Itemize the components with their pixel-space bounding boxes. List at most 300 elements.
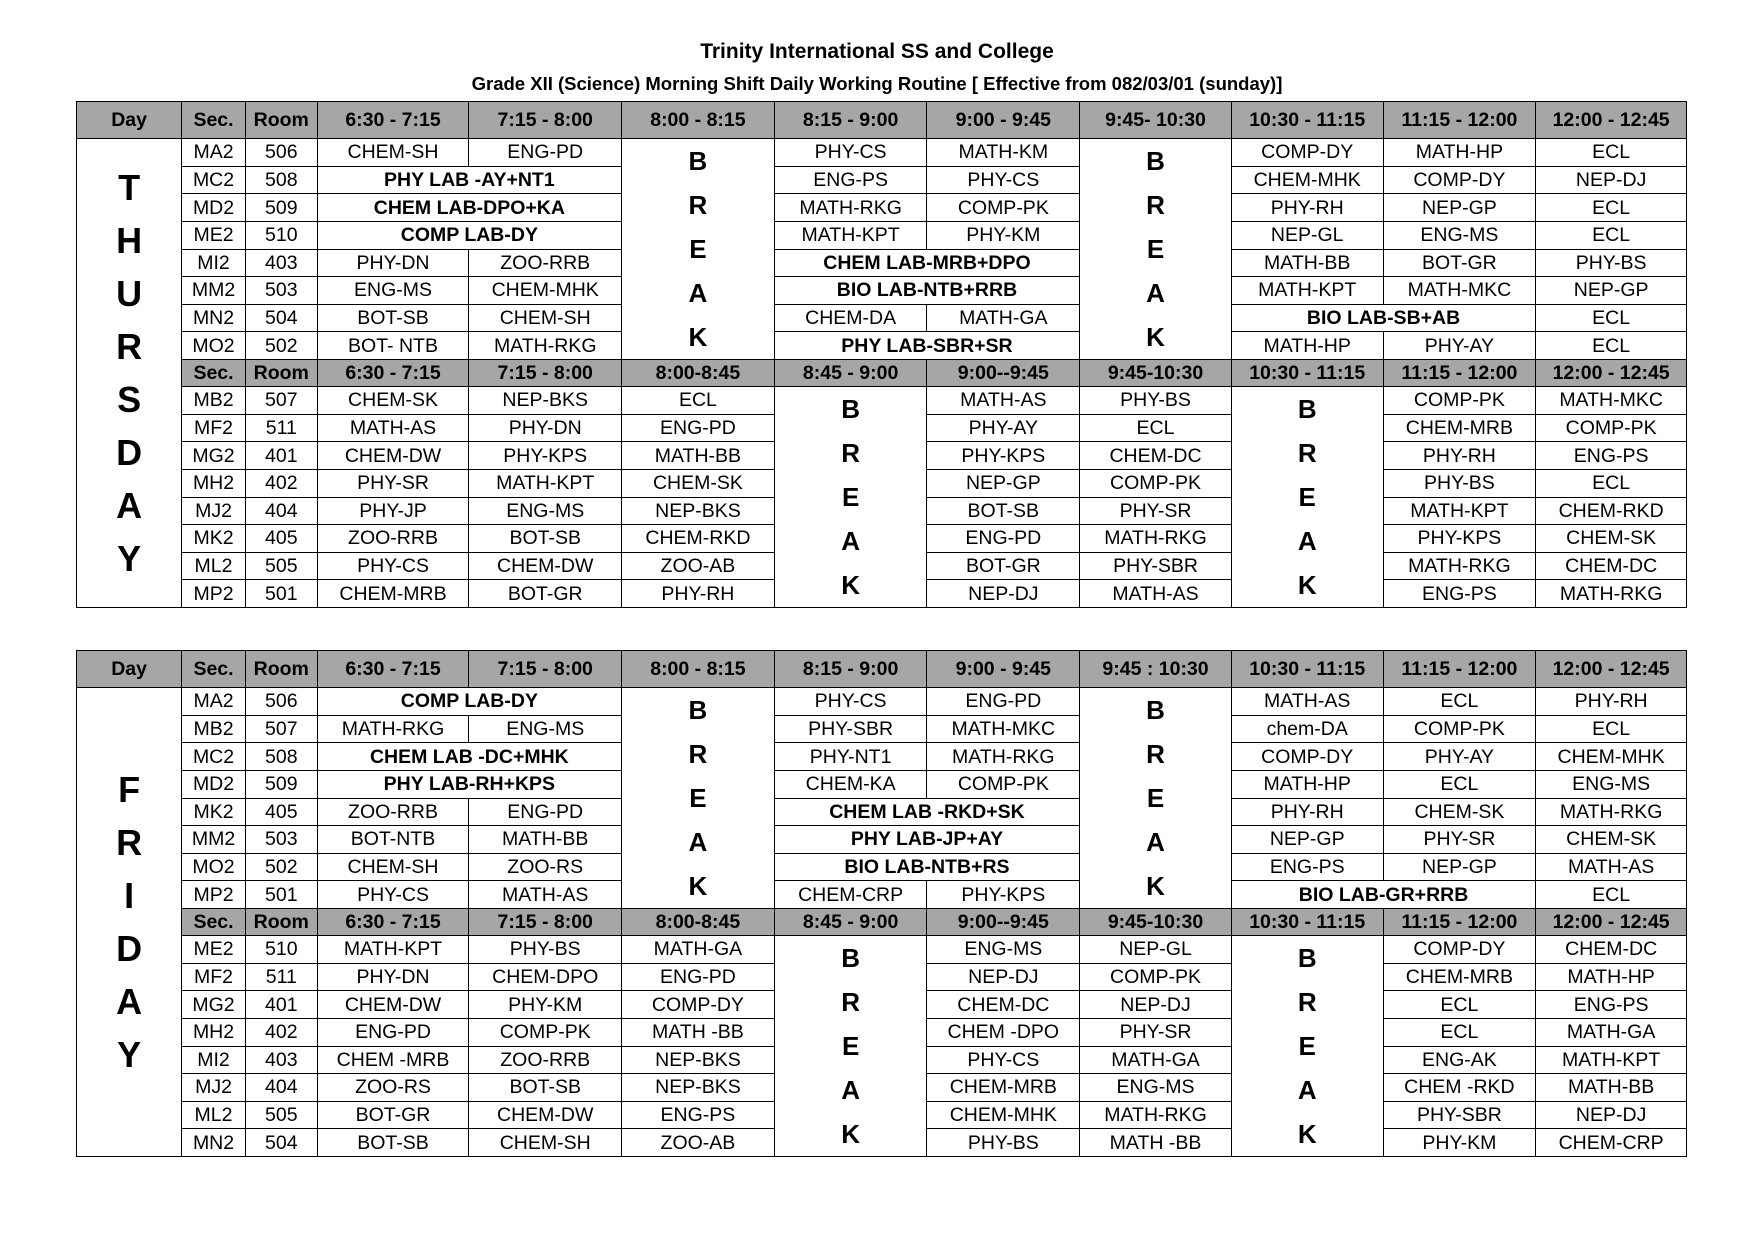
column-header: 12:00 - 12:45	[1536, 360, 1687, 387]
section-cell: MP2	[182, 881, 246, 909]
day-letter: A	[116, 981, 143, 1022]
room-cell: 403	[245, 249, 317, 277]
lab-cell: BIO LAB-NTB+RS	[774, 853, 1079, 881]
break-letter: R	[841, 438, 860, 468]
period-cell: BOT-SB	[927, 497, 1080, 525]
column-header: 8:00-8:45	[622, 909, 775, 936]
period-cell: ENG-PD	[469, 139, 622, 167]
section-cell: MJ2	[182, 1074, 246, 1102]
lab-cell: BIO LAB-NTB+RRB	[774, 277, 1079, 305]
section-cell: MP2	[182, 580, 246, 608]
section-cell: MM2	[182, 826, 246, 854]
period-cell: CHEM-KA	[774, 770, 927, 798]
period-cell: CHEM -RKD	[1383, 1074, 1536, 1102]
period-cell: CHEM-DW	[317, 991, 469, 1019]
period-cell: ECL	[1536, 304, 1687, 332]
column-header: 9:45-10:30	[1080, 360, 1232, 387]
column-header: Sec.	[182, 102, 246, 139]
break-letter: A	[1297, 526, 1317, 556]
lab-cell: PHY LAB -AY+NT1	[317, 166, 621, 194]
column-header: 11:15 - 12:00	[1383, 651, 1536, 688]
period-cell: ENG-MS	[317, 277, 469, 305]
period-cell: PHY-CS	[774, 139, 927, 167]
break-letter: E	[689, 234, 707, 264]
period-cell: CHEM-MRB	[317, 580, 469, 608]
period-cell: PHY-CS	[927, 1046, 1080, 1074]
period-cell: PHY-AY	[1383, 332, 1536, 360]
period-cell: NEP-DJ	[927, 580, 1080, 608]
period-cell: NEP-GP	[927, 469, 1080, 497]
column-header: Sec.	[182, 360, 246, 387]
column-header: 6:30 - 7:15	[317, 651, 469, 688]
period-cell: PHY-DN	[317, 963, 469, 991]
period-cell: ZOO-RRB	[317, 525, 469, 553]
period-cell: PHY-SR	[1080, 1018, 1232, 1046]
period-cell: PHY-KM	[927, 221, 1080, 249]
break-letter: A	[841, 526, 860, 556]
section-cell: MO2	[182, 853, 246, 881]
period-cell: MATH-RKG	[1536, 798, 1687, 826]
room-cell: 403	[245, 1046, 317, 1074]
period-cell: PHY-DN	[317, 249, 469, 277]
period-cell: PHY-BS	[1383, 469, 1536, 497]
period-cell: MATH-HP	[1231, 770, 1383, 798]
period-cell: MATH-HP	[1383, 139, 1536, 167]
period-cell: COMP-PK	[927, 770, 1080, 798]
lab-cell: COMP LAB-DY	[317, 221, 621, 249]
column-header: 9:00--9:45	[927, 909, 1080, 936]
break-letter: B	[1297, 394, 1317, 424]
period-cell: MATH-RKG	[1080, 525, 1232, 553]
section-cell: MH2	[182, 1018, 246, 1046]
table-row	[77, 166, 1687, 194]
column-header: Room	[245, 909, 317, 936]
column-header: 7:15 - 8:00	[469, 102, 622, 139]
column-header: 11:15 - 12:00	[1383, 102, 1536, 139]
period-cell: CHEM-DC	[1536, 552, 1687, 580]
column-header: Sec.	[182, 909, 246, 936]
period-cell: MATH-BB	[1231, 249, 1383, 277]
period-cell: CHEM-MHK	[927, 1101, 1080, 1129]
break-letter: E	[1146, 783, 1165, 813]
period-cell: MATH-BB	[469, 826, 622, 854]
period-cell: ECL	[1383, 770, 1536, 798]
period-cell: ECL	[1536, 332, 1687, 360]
period-cell: ZOO-RS	[317, 1074, 469, 1102]
column-header: 11:15 - 12:00	[1383, 360, 1536, 387]
break-letter: B	[1146, 695, 1165, 725]
period-cell: COMP-PK	[1080, 963, 1232, 991]
period-cell: ZOO-RS	[469, 853, 622, 881]
sub-header-row	[77, 909, 1687, 936]
period-cell: COMP-DY	[622, 991, 775, 1019]
period-cell: CHEM-MHK	[1231, 166, 1383, 194]
table-row	[77, 715, 1687, 743]
period-cell: PHY-AY	[927, 414, 1080, 442]
table-row	[77, 826, 1687, 854]
section-cell: MM2	[182, 277, 246, 305]
room-cell: 507	[245, 387, 317, 415]
day-letter: R	[116, 822, 143, 863]
period-cell: NEP-GP	[1383, 194, 1536, 222]
period-cell: BOT-SB	[317, 1129, 469, 1157]
room-cell: 509	[245, 194, 317, 222]
period-cell: ENG-MS	[1383, 221, 1536, 249]
period-cell: CHEM-MRB	[927, 1074, 1080, 1102]
period-cell: ENG-MS	[469, 497, 622, 525]
column-header: 10:30 - 11:15	[1231, 909, 1383, 936]
break-letter: E	[841, 1031, 860, 1061]
room-cell: 503	[245, 277, 317, 305]
section-cell: MG2	[182, 442, 246, 470]
column-header: 6:30 - 7:15	[317, 360, 469, 387]
lab-cell: PHY LAB-JP+AY	[774, 826, 1079, 854]
period-cell: PHY-SR	[317, 469, 469, 497]
period-cell: CHEM-DW	[317, 442, 469, 470]
break-column	[622, 139, 775, 360]
period-cell: NEP-GP	[1536, 277, 1687, 305]
column-header: 7:15 - 8:00	[469, 651, 622, 688]
period-cell: CHEM-SK	[622, 469, 775, 497]
section-cell: MC2	[182, 166, 246, 194]
period-cell: NEP-BKS	[622, 1074, 775, 1102]
period-cell: CHEM-SK	[1383, 798, 1536, 826]
break-letter: A	[841, 1075, 860, 1105]
page-subtitle: Grade XII (Science) Morning Shift Daily Working Routine [ Effective from 082/03/01 (sunday)]	[471, 73, 1283, 94]
day-letter: Y	[117, 1034, 142, 1075]
break-column	[1231, 387, 1383, 608]
period-cell: CHEM-SK	[317, 387, 469, 415]
section-cell: ML2	[182, 1101, 246, 1129]
table-row	[77, 277, 1687, 305]
period-cell: PHY-KPS	[927, 881, 1080, 909]
room-cell: 511	[245, 414, 317, 442]
period-cell: NEP-BKS	[469, 387, 622, 415]
period-cell: MATH-MKC	[1383, 277, 1536, 305]
break-letter: E	[1298, 482, 1316, 512]
period-cell: ECL	[1383, 688, 1536, 716]
period-cell: COMP-DY	[1383, 936, 1536, 964]
room-cell: 402	[245, 1018, 317, 1046]
day-letter: D	[116, 432, 143, 473]
room-cell: 509	[245, 770, 317, 798]
period-cell: COMP-PK	[1383, 715, 1536, 743]
lab-cell: PHY LAB-SBR+SR	[774, 332, 1079, 360]
period-cell: PHY-CS	[317, 881, 469, 909]
period-cell: ENG-PS	[622, 1101, 775, 1129]
period-cell: MATH-KPT	[317, 936, 469, 964]
period-cell: CHEM-SH	[469, 1129, 622, 1157]
section-cell: ME2	[182, 936, 246, 964]
section-cell: MO2	[182, 332, 246, 360]
column-header: 9:45- 10:30	[1080, 102, 1232, 139]
break-letter: R	[1297, 438, 1317, 468]
period-cell: PHY-BS	[1536, 249, 1687, 277]
period-cell: CHEM-CRP	[1536, 1129, 1687, 1157]
period-cell: PHY-BS	[927, 1129, 1080, 1157]
column-header: 11:15 - 12:00	[1383, 909, 1536, 936]
break-letter: B	[841, 394, 860, 424]
column-header: Day	[77, 102, 182, 139]
period-cell: PHY-KM	[1383, 1129, 1536, 1157]
period-cell: MATH-AS	[1080, 580, 1232, 608]
room-cell: 402	[245, 469, 317, 497]
period-cell: COMP-DY	[1231, 743, 1383, 771]
break-column	[774, 387, 927, 608]
column-header: 8:15 - 9:00	[774, 102, 927, 139]
break-letter: E	[1146, 234, 1165, 264]
period-cell: ENG-PS	[774, 166, 927, 194]
room-cell: 405	[245, 525, 317, 553]
period-cell: MATH-RKG	[1536, 580, 1687, 608]
period-cell: NEP-DJ	[1536, 166, 1687, 194]
period-cell: MATH-KPT	[774, 221, 927, 249]
period-cell: PHY-SR	[1383, 826, 1536, 854]
room-cell: 510	[245, 936, 317, 964]
period-cell: MATH-BB	[622, 442, 775, 470]
period-cell: MATH-MKC	[927, 715, 1080, 743]
period-cell: PHY-KPS	[1383, 525, 1536, 553]
day-letter: I	[124, 875, 135, 916]
day-letter: U	[116, 273, 143, 314]
period-cell: COMP-PK	[927, 194, 1080, 222]
period-cell: MATH-HP	[1536, 963, 1687, 991]
column-header: 8:45 - 9:00	[774, 909, 927, 936]
period-cell: CHEM -MRB	[317, 1046, 469, 1074]
period-cell: PHY-CS	[927, 166, 1080, 194]
column-header: 9:00 - 9:45	[927, 651, 1080, 688]
period-cell: ENG-PS	[1383, 580, 1536, 608]
period-cell: MATH-AS	[1231, 688, 1383, 716]
table-row	[77, 249, 1687, 277]
period-cell: COMP-DY	[1231, 139, 1383, 167]
section-cell: MI2	[182, 1046, 246, 1074]
day-letter: R	[116, 326, 143, 367]
column-header: 12:00 - 12:45	[1536, 651, 1687, 688]
room-cell: 505	[245, 1101, 317, 1129]
period-cell: NEP-GP	[1383, 853, 1536, 881]
period-cell: ENG-PS	[1536, 442, 1687, 470]
room-cell: 503	[245, 826, 317, 854]
break-letter: K	[1297, 570, 1317, 600]
period-cell: BOT- NTB	[317, 332, 469, 360]
column-header: 10:30 - 11:15	[1231, 102, 1383, 139]
period-cell: PHY-KM	[469, 991, 622, 1019]
period-cell: PHY-SBR	[1383, 1101, 1536, 1129]
section-cell: ML2	[182, 552, 246, 580]
room-cell: 508	[245, 166, 317, 194]
period-cell: MATH-BB	[1536, 1074, 1687, 1102]
room-cell: 405	[245, 798, 317, 826]
section-cell: MH2	[182, 469, 246, 497]
break-column	[774, 936, 927, 1157]
day-letter: F	[118, 769, 141, 810]
period-cell: COMP-PK	[1536, 414, 1687, 442]
table-row	[77, 853, 1687, 881]
period-cell: CHEM-DC	[927, 991, 1080, 1019]
room-cell: 401	[245, 442, 317, 470]
column-header: Sec.	[182, 651, 246, 688]
period-cell: MATH-RKG	[1383, 552, 1536, 580]
period-cell: ECL	[1536, 469, 1687, 497]
period-cell: MATH-AS	[1536, 853, 1687, 881]
lab-cell: CHEM LAB-MRB+DPO	[774, 249, 1079, 277]
day-letter: T	[118, 167, 141, 208]
period-cell: NEP-GL	[1080, 936, 1232, 964]
break-column	[1080, 688, 1232, 909]
period-cell: CHEM-CRP	[774, 881, 927, 909]
room-cell: 404	[245, 1074, 317, 1102]
period-cell: PHY-BS	[469, 936, 622, 964]
room-cell: 404	[245, 497, 317, 525]
period-cell: CHEM-RKD	[622, 525, 775, 553]
thursday-routine-table	[76, 101, 1687, 608]
lab-cell: BIO LAB-SB+AB	[1231, 304, 1535, 332]
section-cell: MI2	[182, 249, 246, 277]
period-cell: BOT-GR	[317, 1101, 469, 1129]
column-header: 8:00-8:45	[622, 360, 775, 387]
break-letter: K	[1297, 1119, 1317, 1149]
break-letter: A	[688, 827, 708, 857]
period-cell: CHEM-RKD	[1536, 497, 1687, 525]
period-cell: CHEM-SK	[1536, 525, 1687, 553]
table-row	[77, 798, 1687, 826]
period-cell: CHEM-DPO	[469, 963, 622, 991]
period-cell: MATH-KPT	[1536, 1046, 1687, 1074]
column-header: 9:00--9:45	[927, 360, 1080, 387]
room-cell: 506	[245, 688, 317, 716]
break-letter: R	[1146, 739, 1165, 769]
section-cell: MK2	[182, 525, 246, 553]
column-header: 10:30 - 11:15	[1231, 651, 1383, 688]
period-cell: PHY-SBR	[1080, 552, 1232, 580]
table-row	[77, 688, 1687, 716]
break-letter: E	[689, 783, 707, 813]
period-cell: ZOO-AB	[622, 1129, 775, 1157]
period-cell: CHEM-SK	[1536, 826, 1687, 854]
period-cell: CHEM-SH	[317, 853, 469, 881]
period-cell: MATH-RKG	[469, 332, 622, 360]
table-row	[77, 221, 1687, 249]
period-cell: BOT-GR	[469, 580, 622, 608]
period-cell: NEP-DJ	[927, 963, 1080, 991]
period-cell: CHEM-DW	[469, 1101, 622, 1129]
period-cell: BOT-GR	[1383, 249, 1536, 277]
column-header: 9:45 : 10:30	[1080, 651, 1232, 688]
period-cell: MATH-HP	[1231, 332, 1383, 360]
period-cell: COMP-PK	[469, 1018, 622, 1046]
period-cell: CHEM -DPO	[927, 1018, 1080, 1046]
period-cell: MATH-MKC	[1536, 387, 1687, 415]
day-letter: S	[117, 379, 142, 420]
period-cell: MATH-RKG	[927, 743, 1080, 771]
section-cell: MF2	[182, 963, 246, 991]
period-cell: CHEM-SH	[469, 304, 622, 332]
period-cell: ECL	[1536, 881, 1687, 909]
period-cell: ENG-MS	[1536, 770, 1687, 798]
room-cell: 501	[245, 580, 317, 608]
room-cell: 507	[245, 715, 317, 743]
day-letter: A	[116, 485, 143, 526]
period-cell: MATH-GA	[622, 936, 775, 964]
period-cell: PHY-RH	[1231, 194, 1383, 222]
period-cell: MATH-AS	[317, 414, 469, 442]
page-title: Trinity International SS and College	[700, 40, 1054, 63]
column-header: 9:00 - 9:45	[927, 102, 1080, 139]
break-letter: R	[841, 987, 860, 1017]
period-cell: PHY-KPS	[469, 442, 622, 470]
break-column	[622, 688, 775, 909]
room-cell: 504	[245, 1129, 317, 1157]
period-cell: ENG-PD	[927, 525, 1080, 553]
break-column	[1231, 936, 1383, 1157]
break-letter: B	[688, 146, 708, 176]
lab-cell: CHEM LAB-DPO+KA	[317, 194, 621, 222]
period-cell: MATH-KPT	[1231, 277, 1383, 305]
period-cell: ECL	[1536, 715, 1687, 743]
section-cell: MC2	[182, 743, 246, 771]
period-cell: CHEM-SH	[317, 139, 469, 167]
section-cell: MA2	[182, 688, 246, 716]
period-cell: BOT-SB	[469, 1074, 622, 1102]
break-letter: A	[1297, 1075, 1317, 1105]
break-letter: B	[1146, 146, 1165, 176]
period-cell: ENG-PD	[469, 798, 622, 826]
period-cell: ENG-PD	[622, 963, 775, 991]
section-cell: MB2	[182, 715, 246, 743]
break-letter: K	[1146, 322, 1165, 352]
period-cell: ENG-AK	[1383, 1046, 1536, 1074]
room-cell: 401	[245, 991, 317, 1019]
column-header: Room	[245, 651, 317, 688]
period-cell: PHY-KPS	[927, 442, 1080, 470]
period-cell: CHEM-DA	[774, 304, 927, 332]
period-cell: ENG-MS	[927, 936, 1080, 964]
period-cell: COMP-PK	[1080, 469, 1232, 497]
period-cell: MATH -BB	[622, 1018, 775, 1046]
period-cell: CHEM-MHK	[1536, 743, 1687, 771]
break-letter: K	[1146, 871, 1165, 901]
period-cell: ENG-PD	[622, 414, 775, 442]
room-cell: 511	[245, 963, 317, 991]
period-cell: PHY-JP	[317, 497, 469, 525]
column-header: 7:15 - 8:00	[469, 909, 622, 936]
period-cell: BOT-GR	[927, 552, 1080, 580]
lab-cell: PHY LAB-RH+KPS	[317, 770, 621, 798]
column-header: 12:00 - 12:45	[1536, 909, 1687, 936]
section-cell: MB2	[182, 387, 246, 415]
table-row	[77, 743, 1687, 771]
section-cell: MG2	[182, 991, 246, 1019]
period-cell: PHY-NT1	[774, 743, 927, 771]
table-row	[77, 304, 1687, 332]
break-letter: R	[1146, 190, 1165, 220]
section-cell: MD2	[182, 194, 246, 222]
break-letter: E	[1298, 1031, 1316, 1061]
period-cell: CHEM-MHK	[469, 277, 622, 305]
period-cell: MATH-AS	[927, 387, 1080, 415]
section-cell: MA2	[182, 139, 246, 167]
period-cell: ZOO-RRB	[317, 798, 469, 826]
column-header: 7:15 - 8:00	[469, 360, 622, 387]
period-cell: NEP-GL	[1231, 221, 1383, 249]
period-cell: ECL	[1536, 194, 1687, 222]
break-letter: K	[688, 871, 708, 901]
section-cell: ME2	[182, 221, 246, 249]
period-cell: ECL	[1383, 991, 1536, 1019]
room-cell: 504	[245, 304, 317, 332]
period-cell: ECL	[1080, 414, 1232, 442]
